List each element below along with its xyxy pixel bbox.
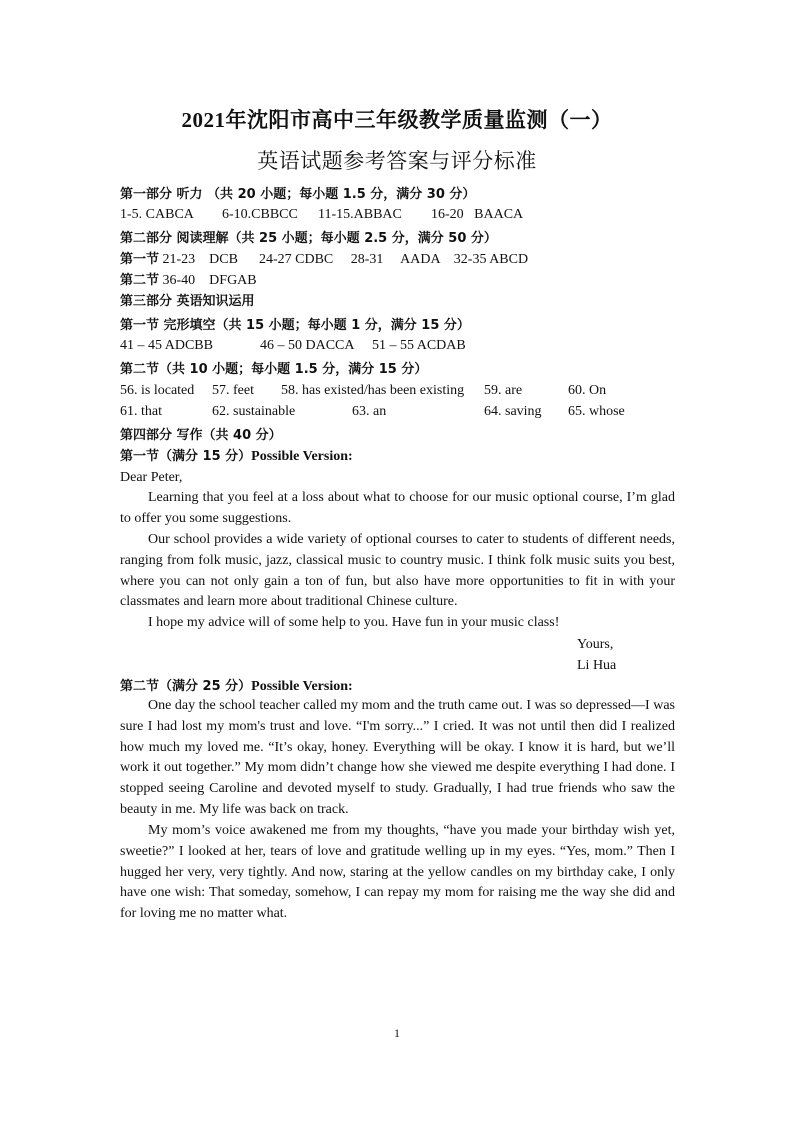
story-paragraph-2: My mom’s voice awakened me from my thoughts, “have you made your birthday wish yet, sweetie?” I looked at her, tears of love and gratitude welling up in my eyes. “Yes, mom.” Then I hugged her very, very tightly. And now, staring at the yellow candles on my birthday cake, I only have one wish: That someday, somehow, I can repay my mom for raising me the way she did and for loving me no matter what. <box>120 823 675 922</box>
answer-58: 58. has existed/has been existing <box>281 383 465 398</box>
answer-56: 56. is located <box>120 383 195 398</box>
letter-paragraph-2: Our school provides a wide variety of optional courses to cater to students of different needs, ranging from folk music, jazz, classical music to country music. I think folk music suits you best, where you can not only gain a ton of fun, but also have more opportunities to fit in with your classmates and learn more about traditional Chinese culture. <box>120 532 675 610</box>
part1-answer-1: 1-5. CABCA <box>120 207 194 222</box>
story-paragraph-1: One day the school teacher called my mom and the truth came out. I was so depressed—I was sure I had lost my mom's trust and love. “I'm sorry...” I cried. It was not until then did I realized how much my loved me. “It’s okay, honey. Everything will be okay. I know it is hard, but we’ll work it out together.” My mom didn’t change how she viewed me despite everything I had done. I stopped seeing Caroline and devoted myself to study. Gradually, I had true friends who saw the beauty in me. My life was back on track. <box>120 698 675 817</box>
answer-63: 63. an <box>352 404 387 419</box>
answer-59: 59. are <box>484 383 523 398</box>
part2-heading: 第二部分 阅读理解（共 25 小题；每小题 2.5 分，满分 50 分） <box>120 231 497 246</box>
document-subtitle: 英语试题参考答案与评分标准 <box>257 149 537 173</box>
part1-answer-2: 6-10.CBBCC <box>222 207 298 222</box>
part4-section2-heading-cn: 第二节（满分 25 分） <box>120 679 252 694</box>
part2-section1 <box>120 251 528 269</box>
part2-section2-answers: 36-40 DFGAB <box>162 273 257 288</box>
answer-64: 64. saving <box>484 404 542 419</box>
letter-signature: Li Hua <box>577 658 617 673</box>
part3-heading: 第三部分 英语知识运用 <box>120 294 255 309</box>
letter-paragraph-1: Learning that you feel at a loss about what to choose for our music optional course, I’m glad to offer you some suggestions. <box>120 490 675 526</box>
part2-section2 <box>120 272 257 290</box>
part3-section1-heading: 第一节 完形填空（共 15 小题；每小题 1 分，满分 15 分） <box>120 318 470 333</box>
part4-section1-heading-en: Possible Version: <box>251 449 353 464</box>
part3-section1-answer-1: 41 – 45 ADCBB <box>120 338 213 353</box>
letter-closing: Yours, <box>577 637 614 652</box>
answer-61: 61. that <box>120 404 162 419</box>
answer-62: 62. sustainable <box>212 404 296 419</box>
answer-60: 60. On <box>568 383 607 398</box>
letter-paragraph-3: I hope my advice will of some help to you. Have fun in your music class! <box>148 615 560 630</box>
letter-salutation: Dear Peter, <box>120 470 183 485</box>
part2-section1-label: 第一节 <box>120 252 160 267</box>
part2-section1-answers: 21-23 DCB 24-27 CDBC 28-31 AADA 32-35 ABCD <box>162 252 529 267</box>
part1-answer-4: 16-20 BAACA <box>431 207 524 222</box>
answer-65: 65. whose <box>568 404 625 419</box>
part4-section1-heading <box>120 448 353 466</box>
part2-section2-label: 第二节 <box>120 273 160 288</box>
page-number: 1 <box>394 1026 400 1040</box>
part1-heading: 第一部分 听力 （共 20 小题；每小题 1.5 分，满分 30 分） <box>120 187 476 202</box>
part4-section2-heading <box>120 678 353 696</box>
part4-section1-heading-cn: 第一节（满分 15 分） <box>120 449 252 464</box>
part1-answer-3: 11-15.ABBAC <box>318 207 402 222</box>
answer-57: 57. feet <box>212 383 254 398</box>
document-title: 2021年沈阳市高中三年级教学质量监测（一） <box>181 108 613 132</box>
part3-section1-answer-2: 46 – 50 DACCA <box>260 338 355 353</box>
part4-section2-heading-en: Possible Version: <box>251 679 353 694</box>
part3-section1-answer-3: 51 – 55 ACDAB <box>372 338 466 353</box>
part3-section2-heading: 第二节（共 10 小题；每小题 1.5 分，满分 15 分） <box>120 362 428 377</box>
part4-heading: 第四部分 写作（共 40 分） <box>120 428 282 443</box>
